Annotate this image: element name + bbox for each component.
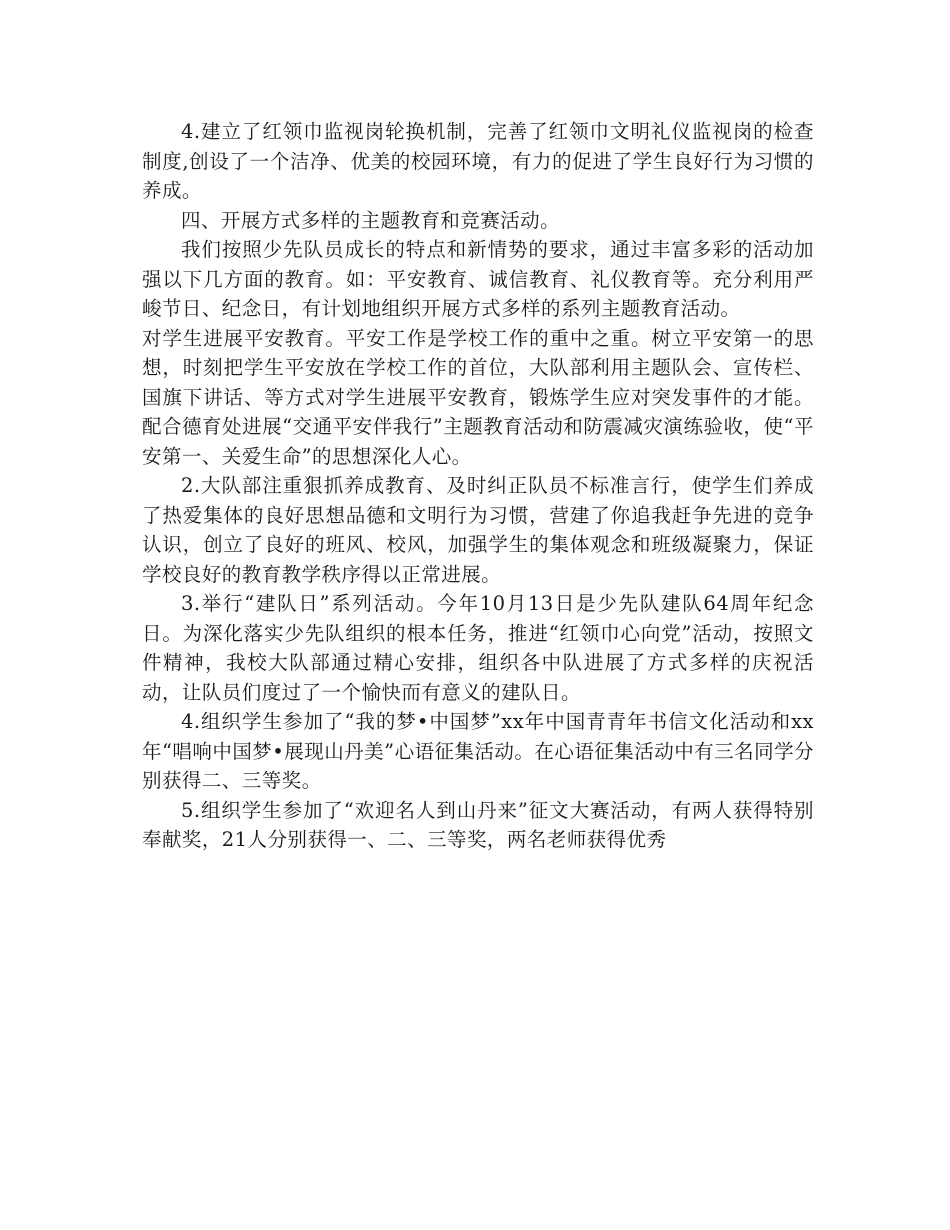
paragraph-5: 2.大队部注重狠抓养成教育、及时纠正队员不标准言行，使学生们养成了热爱集体的良好思想品德和文明行为习惯，营建了你追我赶争先进的竞争认识，创立了良好的班风、校风，加强学生的集体观念和班级凝聚力，保证学校良好的教育教学秩序得以正常进展。 — [142, 474, 814, 586]
paragraph-8: 5.组织学生参加了“欢迎名人到山丹来”征文大赛活动，有两人获得特别奉献奖，21人分别获得一、二、三等奖，两名老师获得优秀 — [142, 798, 814, 851]
paragraph-6: 3.举行“建队日”系列活动。今年10月13日是少先队建队64周年纪念日。为深化落实少先队组织的根本任务，推进“红领巾心向党”活动，按照文件精神，我校大队部通过精心安排，组织各中队进展了方式多样的庆祝活动，让队员们度过了一个愉快而有意义的建队日。 — [142, 592, 814, 704]
paragraph-7: 4.组织学生参加了“我的梦•中国梦”xx年中国青青年书信文化活动和xx年“唱响中国梦•展现山丹美”心语征集活动。在心语征集活动中有三名同学分别获得二、三等奖。 — [142, 710, 814, 792]
paragraph-4: 对学生进展平安教育。平安工作是学校工作的重中之重。树立平安第一的思想，时刻把学生平安放在学校工作的首位，大队部利用主题队会、宣传栏、国旗下讲话、等方式对学生进展平安教育，锻炼学生应对突发事件的才能。配合德育处进展“交通平安伴我行”主题教育活动和防震减灾演练验收，使“平安第一、关爱生命”的思想深化人心。 — [142, 326, 814, 468]
paragraph-2-heading: 四、开展方式多样的主题教育和竞赛活动。 — [181, 208, 561, 232]
body-text — [142, 117, 814, 855]
paragraph-1: 4.建立了红领巾监视岗轮换机制，完善了红领巾文明礼仪监视岗的检查制度,创设了一个洁净、优美的校园环境，有力的促进了学生良好行为习惯的养成。 — [142, 120, 814, 202]
paragraph-3: 我们按照少先队员成长的特点和新情势的要求，通过丰富多彩的活动加强以下几方面的教育。如：平安教育、诚信教育、礼仪教育等。充分利用严峻节日、纪念日，有计划地组织开展方式多样的系列主题教育活动。 — [142, 238, 814, 320]
